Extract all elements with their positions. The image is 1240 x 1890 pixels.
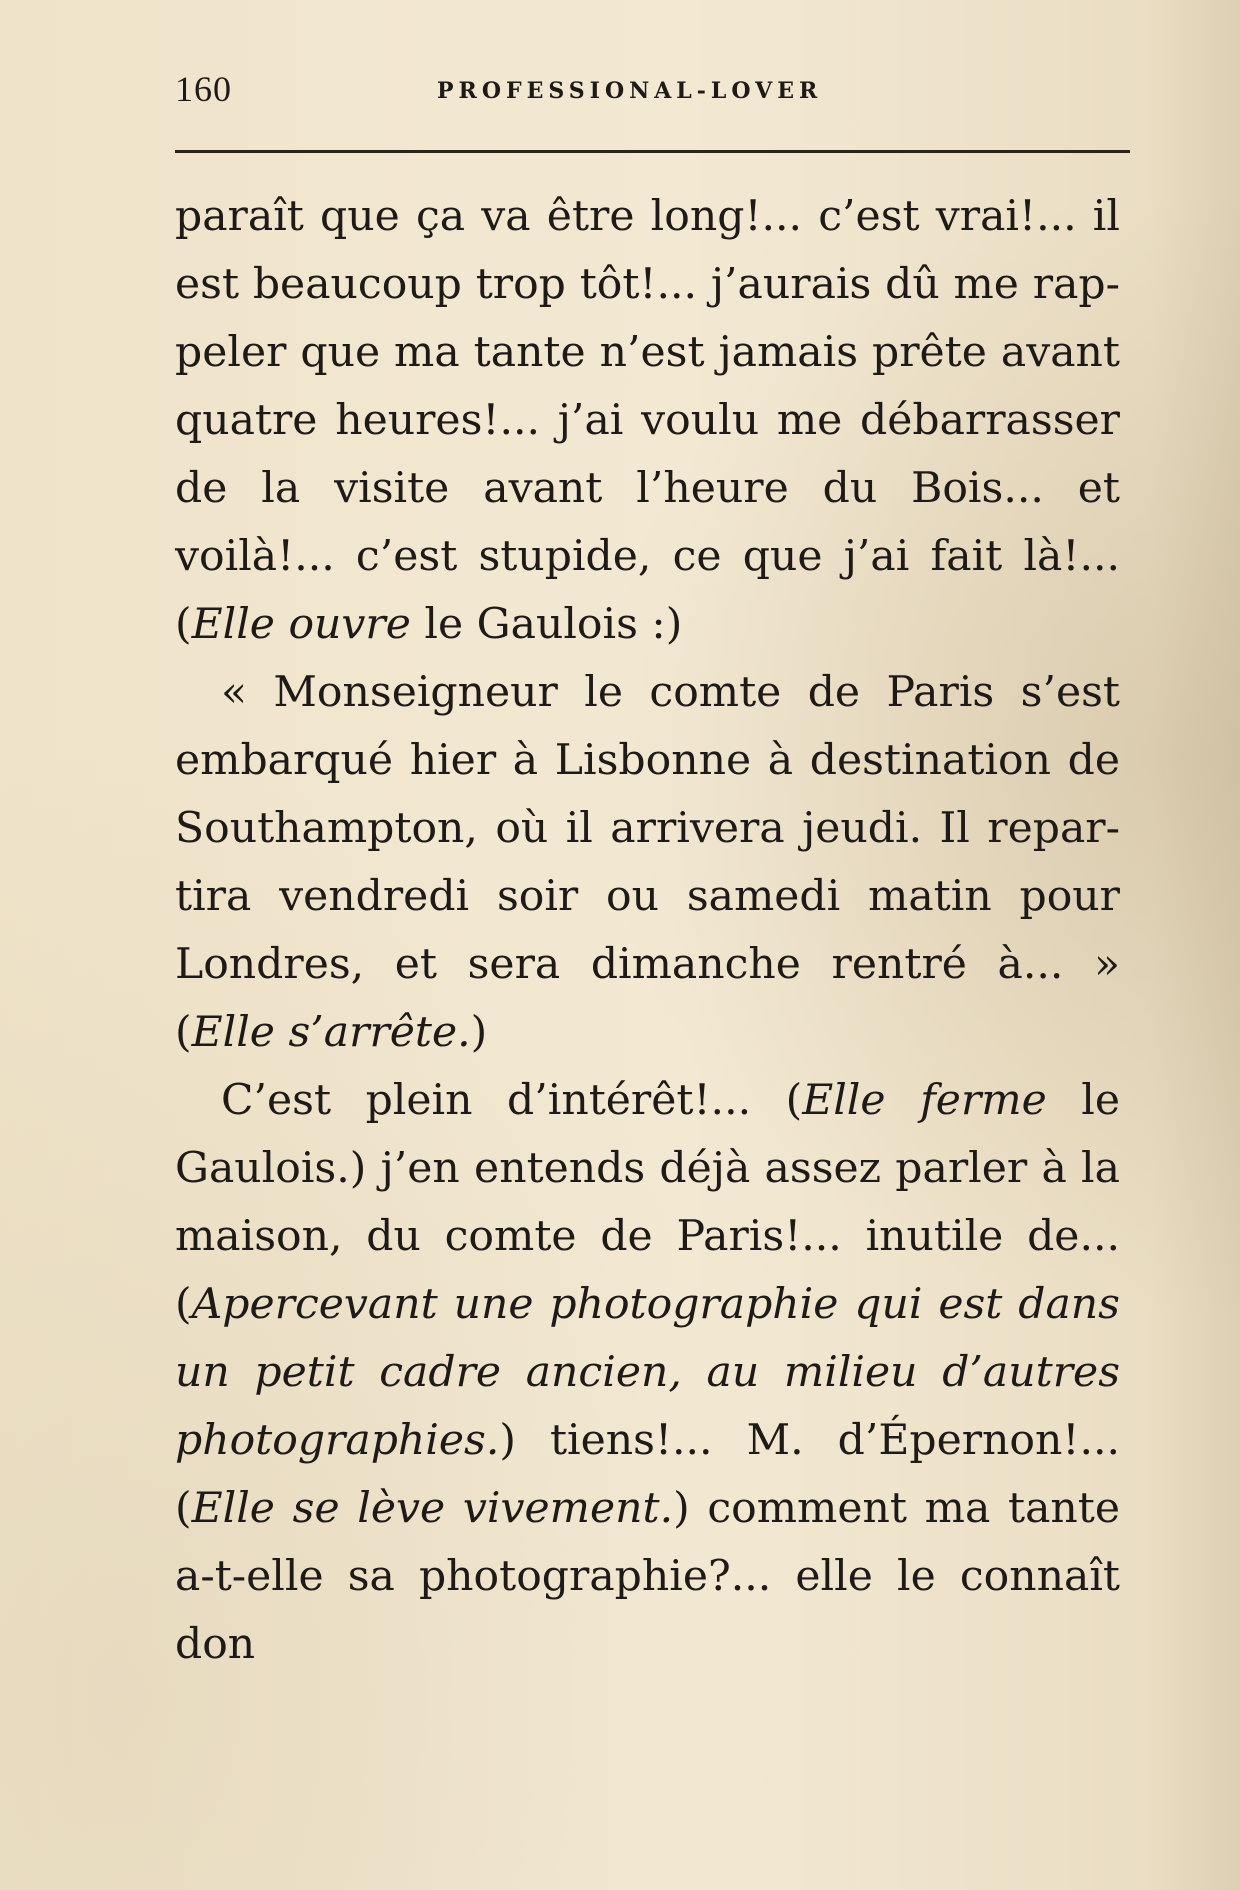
stage-direction: Elle s’arrête.	[191, 1008, 471, 1057]
text-run: ) tiens!... M. d’Épernon!... (	[175, 1416, 1120, 1533]
text-run: le Gaulois :)	[410, 600, 683, 649]
text-run: le Gaulois.) j’en entends déjà assez parler à la maison, du comte de Paris!... inutile de... (	[175, 1076, 1120, 1329]
page-number: 160	[175, 69, 232, 109]
stage-direction: Elle se lève vivement.	[191, 1484, 674, 1533]
header-rule	[175, 150, 1130, 153]
text-run: )	[470, 1008, 488, 1057]
stage-direction: Elle ferme	[802, 1076, 1047, 1125]
paragraph-1	[175, 183, 1120, 659]
running-title: PROFESSIONAL-LOVER	[437, 78, 823, 104]
stage-direction: Elle ouvre	[191, 600, 411, 649]
text-run: paraît que ça va être long!... c’est vrai!... il est beaucoup trop tôt!... j’aurais dû me rappeler que ma tante n’est jamais prête avant quatre heures!... j’ai voulu me débarrasser de la visite avant l’heure du Bois... et voilà!... c’est stupide, ce que j’ai fait là!... (	[175, 192, 1120, 649]
body-text	[175, 183, 1120, 1679]
text-run: ) comment ma tante a-t-elle sa photographie?... elle le connaît don	[175, 1484, 1121, 1669]
text-run: C’est plein d’intérêt!... (	[221, 1076, 803, 1125]
page-edge-shadow	[1150, 0, 1240, 1890]
stage-direction: Apercevant une photographie qui est dans un petit cadre ancien, au milieu d’autres photographies.	[175, 1280, 1120, 1465]
paragraph-2	[175, 659, 1120, 1067]
running-head	[175, 62, 1130, 122]
paragraph-3	[175, 1067, 1120, 1679]
text-run: « Monseigneur le comte de Paris s’est embarqué hier à Lisbonne à destination de Southampton, où il arrivera jeudi. Il repartira vendredi soir ou samedi matin pour Londres, et sera dimanche rentré à... » (	[175, 668, 1120, 1057]
